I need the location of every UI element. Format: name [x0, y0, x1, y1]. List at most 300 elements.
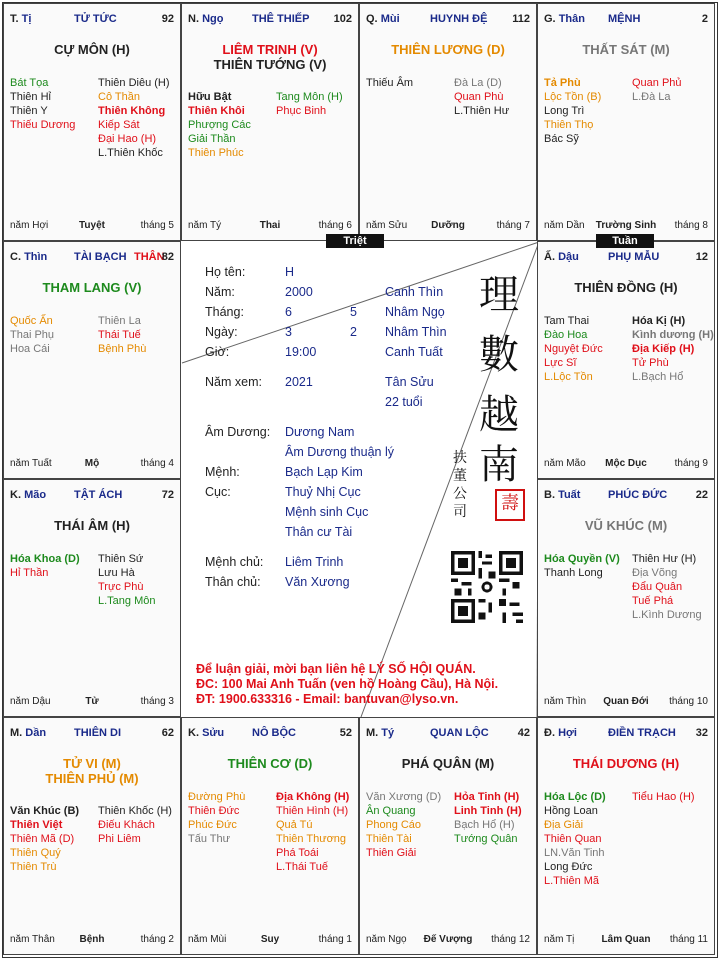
minor-star: Đại Hao (H): [98, 133, 157, 145]
life-stage: Suy: [260, 934, 280, 945]
am-duong-note: Âm Dương thuận lý: [285, 445, 394, 459]
minor-stars-right: [98, 552, 155, 608]
branch: Dần: [25, 727, 47, 739]
view-year-value: 2021: [285, 375, 313, 389]
minor-star: Bác Sỹ: [544, 133, 579, 145]
branch: Mão: [24, 489, 47, 501]
minor-star: Tử Phù: [632, 357, 669, 369]
palace-footer: [10, 220, 174, 234]
minor-star: L.Thiên Mã: [544, 875, 600, 887]
minor-star: Nguyệt Đức: [544, 343, 603, 355]
palace-footer: [10, 458, 174, 472]
minor-star: Thiên Không: [98, 105, 166, 117]
minor-stars-right: [632, 76, 682, 104]
palace-cell-thin[interactable]: [3, 241, 181, 479]
minor-star: Lưu Hà: [98, 567, 135, 579]
month-lunar: 5: [350, 305, 357, 319]
main-stars: [182, 42, 358, 72]
minor-star: Bệnh Phù: [98, 343, 147, 355]
month-label: tháng 9: [674, 458, 708, 469]
palace-header: [10, 727, 174, 743]
palace-position: [544, 727, 577, 739]
main-star: VŨ KHÚC (M): [584, 518, 668, 533]
tuan-tag: Tuần: [596, 234, 654, 248]
day-label: Ngày:: [205, 325, 238, 339]
life-stage: Mộc Dục: [605, 458, 647, 469]
minor-star: Hóa Lộc (D): [544, 791, 606, 803]
minor-star: LN.Văn Tinh: [544, 847, 605, 859]
minor-star: Long Trì: [544, 105, 585, 117]
minor-stars-right: [98, 804, 172, 846]
main-stars: [538, 42, 714, 57]
contact-line-2: ĐC: 100 Mai Anh Tuấn (ven hồ Hoàng Cầu), Hà Nội.: [196, 677, 499, 691]
palace-number: 52: [339, 727, 352, 739]
life-stage: Tử: [85, 696, 99, 707]
branch: Sửu: [202, 727, 225, 739]
menh-chu-label: Mệnh chủ:: [205, 555, 264, 569]
stem: M.: [10, 727, 23, 739]
minor-stars-left: [544, 76, 601, 146]
minor-star: L.Thiên Khốc: [98, 147, 163, 159]
main-stars: [182, 756, 358, 771]
stem: Q.: [366, 13, 378, 25]
palace-footer: [544, 696, 708, 710]
age-value: 22 tuổi: [385, 395, 423, 409]
minor-star: Thiên Hư (H): [632, 553, 697, 565]
minor-stars-right: [98, 314, 146, 356]
minor-star: Điếu Khách: [98, 819, 155, 831]
minor-star: Thiếu Âm: [366, 77, 414, 89]
main-star: THIÊN ĐỒNG (H): [574, 280, 678, 295]
palace-position: [188, 727, 224, 739]
hour-value: 19:00: [285, 345, 317, 359]
month-label: tháng 6: [318, 220, 352, 231]
minor-star: Hỉ Thần: [10, 567, 49, 579]
main-stars: [4, 42, 180, 57]
minor-stars-right: [276, 790, 349, 874]
palace-number: 22: [695, 489, 708, 501]
branch: Tuất: [558, 489, 581, 501]
calligraphy-char-2: 數: [479, 332, 519, 378]
minor-star: L.Đà La: [632, 91, 671, 103]
minor-star: Phúc Đức: [188, 819, 237, 831]
minor-star: Tuế Phá: [632, 595, 674, 607]
palace-position: [544, 489, 580, 501]
palace-position: [544, 13, 585, 25]
minor-stars-left: [10, 76, 75, 132]
palace-header: [10, 489, 174, 505]
palace-footer: [10, 934, 174, 948]
palace-position: [10, 251, 47, 263]
minor-stars-left: [188, 90, 251, 160]
main-star: THIÊN LƯƠNG (D): [391, 42, 505, 57]
palace-header: [188, 727, 352, 743]
branch: Dậu: [558, 251, 579, 263]
palace-header: [366, 727, 530, 743]
minor-star: Thiên Giải: [366, 847, 417, 859]
month-solar: 6: [285, 305, 292, 319]
minor-star: Thiên Khốc (H): [98, 805, 172, 817]
minor-star: L.Thiên Hư: [454, 105, 510, 117]
palace-footer: [10, 696, 174, 710]
palace-name: THÊ THIẾP: [252, 13, 310, 25]
minor-star: Thiên Diêu (H): [98, 77, 170, 89]
minor-stars-left: [10, 804, 79, 874]
main-stars: [4, 756, 180, 786]
year-label: năm Tị: [544, 934, 575, 945]
minor-star: Linh Tinh (H): [454, 805, 522, 817]
menh-value: Bạch Lạp Kim: [285, 465, 363, 479]
palace-number: 2: [701, 13, 708, 25]
palace-header: [10, 251, 174, 267]
qr-code[interactable]: [451, 551, 523, 623]
minor-star: Thiên Quý: [10, 847, 61, 859]
palace-footer: [544, 220, 708, 234]
branch: Hợi: [558, 727, 577, 739]
month-label: tháng 1: [318, 934, 352, 945]
year-label: năm Ngọ: [366, 934, 407, 945]
minor-star: Thiên La: [98, 315, 141, 327]
palace-cell-mao[interactable]: [3, 479, 181, 717]
minor-star: Thái Tuế: [98, 329, 141, 341]
year-value: 2000: [285, 285, 313, 299]
minor-stars-right: [632, 790, 695, 804]
month-label: tháng 4: [140, 458, 174, 469]
minor-star: Tang Môn (H): [276, 91, 343, 103]
palace-number: 112: [512, 13, 530, 25]
minor-star: Quốc Ấn: [10, 315, 53, 327]
palace-name: TÀI BẠCH: [74, 251, 127, 263]
minor-stars-left: [544, 790, 606, 888]
stem: K.: [188, 727, 199, 739]
palace-name: QUAN LỘC: [430, 727, 489, 739]
palace-header: [544, 489, 708, 505]
subtitle-char: 司: [453, 504, 467, 520]
palace-number: 82: [161, 251, 174, 263]
year-label: năm Tuất: [10, 458, 52, 469]
view-year-canchi: Tân Sửu: [385, 375, 434, 389]
branch: Mùi: [380, 13, 400, 25]
palace-header: [188, 13, 352, 29]
main-stars: [538, 280, 714, 295]
minor-star: Thai Phụ: [10, 329, 55, 341]
palace-number: 12: [695, 251, 708, 263]
calligraphy-char-1: 理: [479, 272, 519, 318]
cuc-label: Cục:: [205, 485, 231, 499]
cuc-value: Thuỷ Nhị Cục: [285, 485, 361, 499]
minor-stars-left: [544, 552, 620, 580]
minor-star: Tấu Thư: [188, 833, 231, 845]
day-canchi: Nhâm Thìn: [385, 325, 447, 339]
stem: T.: [10, 13, 19, 25]
minor-star: Bạch Hổ (H): [454, 819, 515, 831]
minor-star: Hóa Kị (H): [632, 315, 686, 327]
minor-stars-right: [98, 76, 170, 160]
minor-star: Trực Phù: [98, 581, 144, 593]
palace-footer: [188, 934, 352, 948]
life-stage: Lâm Quan: [601, 934, 651, 945]
palace-position: [10, 489, 46, 501]
month-label: tháng 2: [140, 934, 174, 945]
main-stars: [538, 518, 714, 533]
calligraphy-char-3: 越: [479, 392, 519, 438]
hour-canchi: Canh Tuất: [385, 345, 443, 359]
day-solar: 3: [285, 325, 292, 339]
than-position: Thân cư Tài: [285, 525, 353, 539]
year-label: năm Tý: [188, 220, 222, 231]
stem: M.: [366, 727, 379, 739]
main-star: LIÊM TRINH (V): [222, 42, 318, 57]
minor-star: Quan Phủ: [632, 77, 682, 89]
branch: Thân: [558, 13, 585, 25]
minor-star: Thiên Tài: [366, 833, 412, 845]
minor-stars-left: [366, 790, 441, 860]
palace-name: ĐIỀN TRẠCH: [608, 727, 676, 739]
minor-star: Phục Binh: [276, 105, 327, 117]
stem: G.: [544, 13, 556, 25]
than-marker: THÂN: [134, 251, 165, 263]
life-stage: Trường Sinh: [595, 220, 657, 231]
minor-stars-left: [10, 314, 54, 356]
palace-cell-dan[interactable]: [3, 717, 181, 955]
branch: Ngọ: [202, 13, 224, 25]
palace-position: [366, 13, 400, 25]
minor-star: Tướng Quân: [454, 833, 518, 845]
year-label: năm Thân: [10, 934, 55, 945]
life-stage: Mộ: [84, 458, 100, 469]
branch: Thìn: [24, 251, 48, 263]
minor-star: Thiên Trù: [10, 861, 57, 873]
stem: C.: [10, 251, 21, 263]
than-chu-label: Thân chủ:: [205, 575, 261, 589]
palace-cell-tuat[interactable]: [537, 479, 715, 717]
palace-name: MỆNH: [608, 13, 641, 25]
minor-star: Thiên Khôi: [188, 105, 245, 117]
palace-number: 62: [161, 727, 174, 739]
cuc-relation: Mệnh sinh Cục: [285, 505, 369, 519]
palace-position: [544, 251, 579, 263]
name-label: Họ tên:: [205, 265, 246, 279]
minor-star: Thiên Đức: [188, 805, 240, 817]
minor-star: Đà La (D): [454, 77, 502, 89]
life-stage: Tuyệt: [79, 220, 105, 231]
stem: Đ.: [544, 727, 555, 739]
palace-name: TẬT ÁCH: [74, 489, 123, 501]
month-label: tháng 3: [140, 696, 174, 707]
life-stage: Dưỡng: [431, 220, 465, 231]
year-label: năm Mão: [544, 458, 586, 469]
view-year-label: Năm xem:: [205, 375, 262, 389]
minor-star: Bát Tọa: [10, 77, 49, 89]
subtitle-char: 扶: [453, 450, 467, 466]
month-label: tháng 10: [669, 696, 708, 707]
month-canchi: Nhâm Ngọ: [385, 305, 445, 319]
subtitle-char: 董: [453, 468, 467, 484]
main-stars: [538, 756, 714, 771]
palace-header: [544, 251, 708, 267]
life-stage: Thai: [259, 220, 281, 231]
subtitle-char: 公: [453, 486, 467, 502]
stem: K.: [10, 489, 21, 501]
palace-position: [10, 13, 31, 25]
year-label: năm Thìn: [544, 696, 587, 707]
minor-star: Lộc Tồn (B): [544, 91, 602, 103]
calligraphy-char-4: 南: [479, 442, 519, 488]
branch: Tý: [381, 727, 395, 739]
month-label: tháng 5: [140, 220, 174, 231]
month-label: tháng 11: [669, 934, 708, 945]
palace-cell-suu[interactable]: [181, 717, 359, 955]
minor-star: Thiếu Dương: [10, 119, 76, 131]
year-label: năm Dậu: [10, 696, 51, 707]
palace-cell-ngo[interactable]: [181, 3, 359, 241]
palace-cell-than[interactable]: [537, 3, 715, 241]
minor-star: Thiên Thương: [276, 833, 347, 845]
life-stage: Bệnh: [79, 934, 105, 945]
minor-star: Hữu Bật: [188, 91, 232, 103]
triet-tag: Triệt: [326, 234, 384, 248]
am-duong-value: Dương Nam: [285, 425, 355, 439]
minor-star: Hoa Cái: [10, 343, 50, 355]
palace-header: [544, 727, 708, 743]
year-canchi: Canh Thìn: [385, 285, 444, 299]
main-star: TỬ VI (M): [63, 756, 121, 771]
year-label: năm Mùi: [188, 934, 227, 945]
contact-line-3[interactable]: ĐT: 1900.633316 - Email: bantuvan@lyso.vn.: [196, 692, 459, 706]
minor-star: Địa Giải: [544, 819, 584, 831]
minor-star: Quả Tú: [276, 819, 313, 831]
stem: B.: [544, 489, 555, 501]
palace-number: 72: [161, 489, 174, 501]
minor-star: Thiên Việt: [10, 819, 63, 831]
minor-star: L.Kình Dương: [632, 609, 702, 621]
palace-cell-mui[interactable]: [359, 3, 537, 241]
contact-info: [196, 662, 498, 707]
main-star: THẤT SÁT (M): [582, 42, 670, 57]
stem: Ấ.: [544, 251, 555, 263]
minor-star: Cô Thần: [98, 91, 140, 103]
palace-cell-dau[interactable]: [537, 241, 715, 479]
minor-star: Địa Kiếp (H): [632, 343, 695, 355]
main-stars: [360, 42, 536, 57]
minor-stars-left: [366, 76, 413, 90]
palace-footer: [544, 934, 708, 948]
palace-name: NÔ BỘC: [252, 727, 296, 739]
minor-star: Thiên Y: [10, 105, 48, 117]
minor-star: Tam Thai: [544, 315, 590, 327]
minor-star: Phong Cáo: [366, 819, 422, 831]
palace-header: [366, 13, 530, 29]
month-label: tháng 12: [491, 934, 530, 945]
palace-name: PHỤ MẪU: [608, 251, 660, 263]
minor-star: Phượng Các: [188, 119, 251, 131]
minor-star: Thiên Sứ: [98, 553, 144, 565]
minor-star: Văn Xương (D): [366, 791, 442, 803]
minor-star: Địa Không (H): [276, 791, 350, 803]
minor-star: Thiên Hình (H): [276, 805, 349, 817]
minor-star: Lực Sĩ: [544, 357, 577, 369]
minor-star: Kiếp Sát: [98, 119, 140, 131]
palace-number: 42: [517, 727, 530, 739]
main-star: THAM LANG (V): [42, 280, 142, 295]
menh-label: Mệnh:: [205, 465, 240, 479]
horoscope-chart: [2, 2, 718, 958]
hour-label: Giờ:: [205, 345, 230, 359]
minor-star: L.Lộc Tồn: [544, 371, 593, 383]
minor-star: Thiên Quan: [544, 833, 602, 845]
palace-footer: [366, 220, 530, 234]
minor-stars-right: [454, 76, 509, 118]
minor-stars-left: [188, 790, 245, 846]
minor-star: Kình dương (H): [632, 329, 714, 341]
minor-star: Hóa Quyền (V): [544, 553, 620, 565]
minor-star: Phá Toái: [276, 847, 319, 859]
year-label: năm Dần: [544, 220, 585, 231]
palace-name: THIÊN DI: [74, 727, 122, 739]
minor-star: Địa Võng: [632, 567, 678, 579]
than-chu-value: Văn Xương: [285, 575, 350, 589]
day-lunar: 2: [350, 325, 357, 339]
minor-star: Thiên Phúc: [188, 147, 244, 159]
contact-line-1: Để luận giải, mời bạn liên hệ LÝ SỐ HỘI QUÁN.: [196, 662, 476, 676]
palace-cell-ti[interactable]: [3, 3, 181, 241]
minor-star: L.Bạch Hổ: [632, 371, 684, 383]
palace-footer: [188, 220, 352, 234]
main-stars: [4, 518, 180, 533]
palace-cell-ty[interactable]: [359, 717, 537, 955]
minor-stars-right: [632, 314, 714, 384]
palace-footer: [366, 934, 530, 948]
palace-cell-hoi[interactable]: [537, 717, 715, 955]
year-label: Năm:: [205, 285, 235, 299]
name-value: H: [285, 265, 295, 279]
minor-star: Giải Thần: [188, 133, 236, 145]
palace-number: 102: [333, 13, 352, 25]
menh-chu-value: Liêm Trinh: [285, 555, 344, 569]
month-label: Tháng:: [205, 305, 244, 319]
life-stage: Quan Đới: [603, 696, 649, 707]
minor-star: Thiên Mã (D): [10, 833, 75, 845]
minor-star: Hóa Khoa (D): [10, 553, 80, 565]
main-star: CỰ MÔN (H): [54, 42, 130, 57]
palace-name: PHÚC ĐỨC: [608, 489, 668, 501]
minor-star: L.Tang Môn: [98, 595, 156, 607]
calligraphy-subtitle: [453, 449, 469, 521]
main-star: THÁI ÂM (H): [54, 518, 130, 533]
palace-position: [10, 727, 46, 739]
minor-star: Long Đức: [544, 861, 593, 873]
year-label: năm Hợi: [10, 220, 49, 231]
main-stars: [360, 756, 536, 771]
minor-star: Hồng Loan: [544, 805, 598, 817]
main-star: THIÊN PHỦ (M): [45, 771, 139, 786]
main-stars: [4, 280, 180, 295]
main-star: PHÁ QUÂN (M): [401, 756, 495, 771]
main-star: THÁI DƯƠNG (H): [572, 756, 680, 771]
minor-star: Thiên Hỉ: [10, 91, 51, 103]
life-stage: Đế Vượng: [423, 934, 473, 945]
year-label: năm Sửu: [366, 220, 408, 231]
palace-number: 92: [161, 13, 174, 25]
palace-position: [188, 13, 223, 25]
minor-star: Phi Liêm: [98, 833, 141, 845]
minor-stars-left: [544, 314, 603, 384]
minor-star: Thanh Long: [544, 567, 603, 579]
main-star: THIÊN TƯỚNG (V): [213, 57, 327, 72]
palace-number: 32: [695, 727, 708, 739]
palace-header: [544, 13, 708, 29]
minor-star: Ân Quang: [366, 805, 416, 817]
